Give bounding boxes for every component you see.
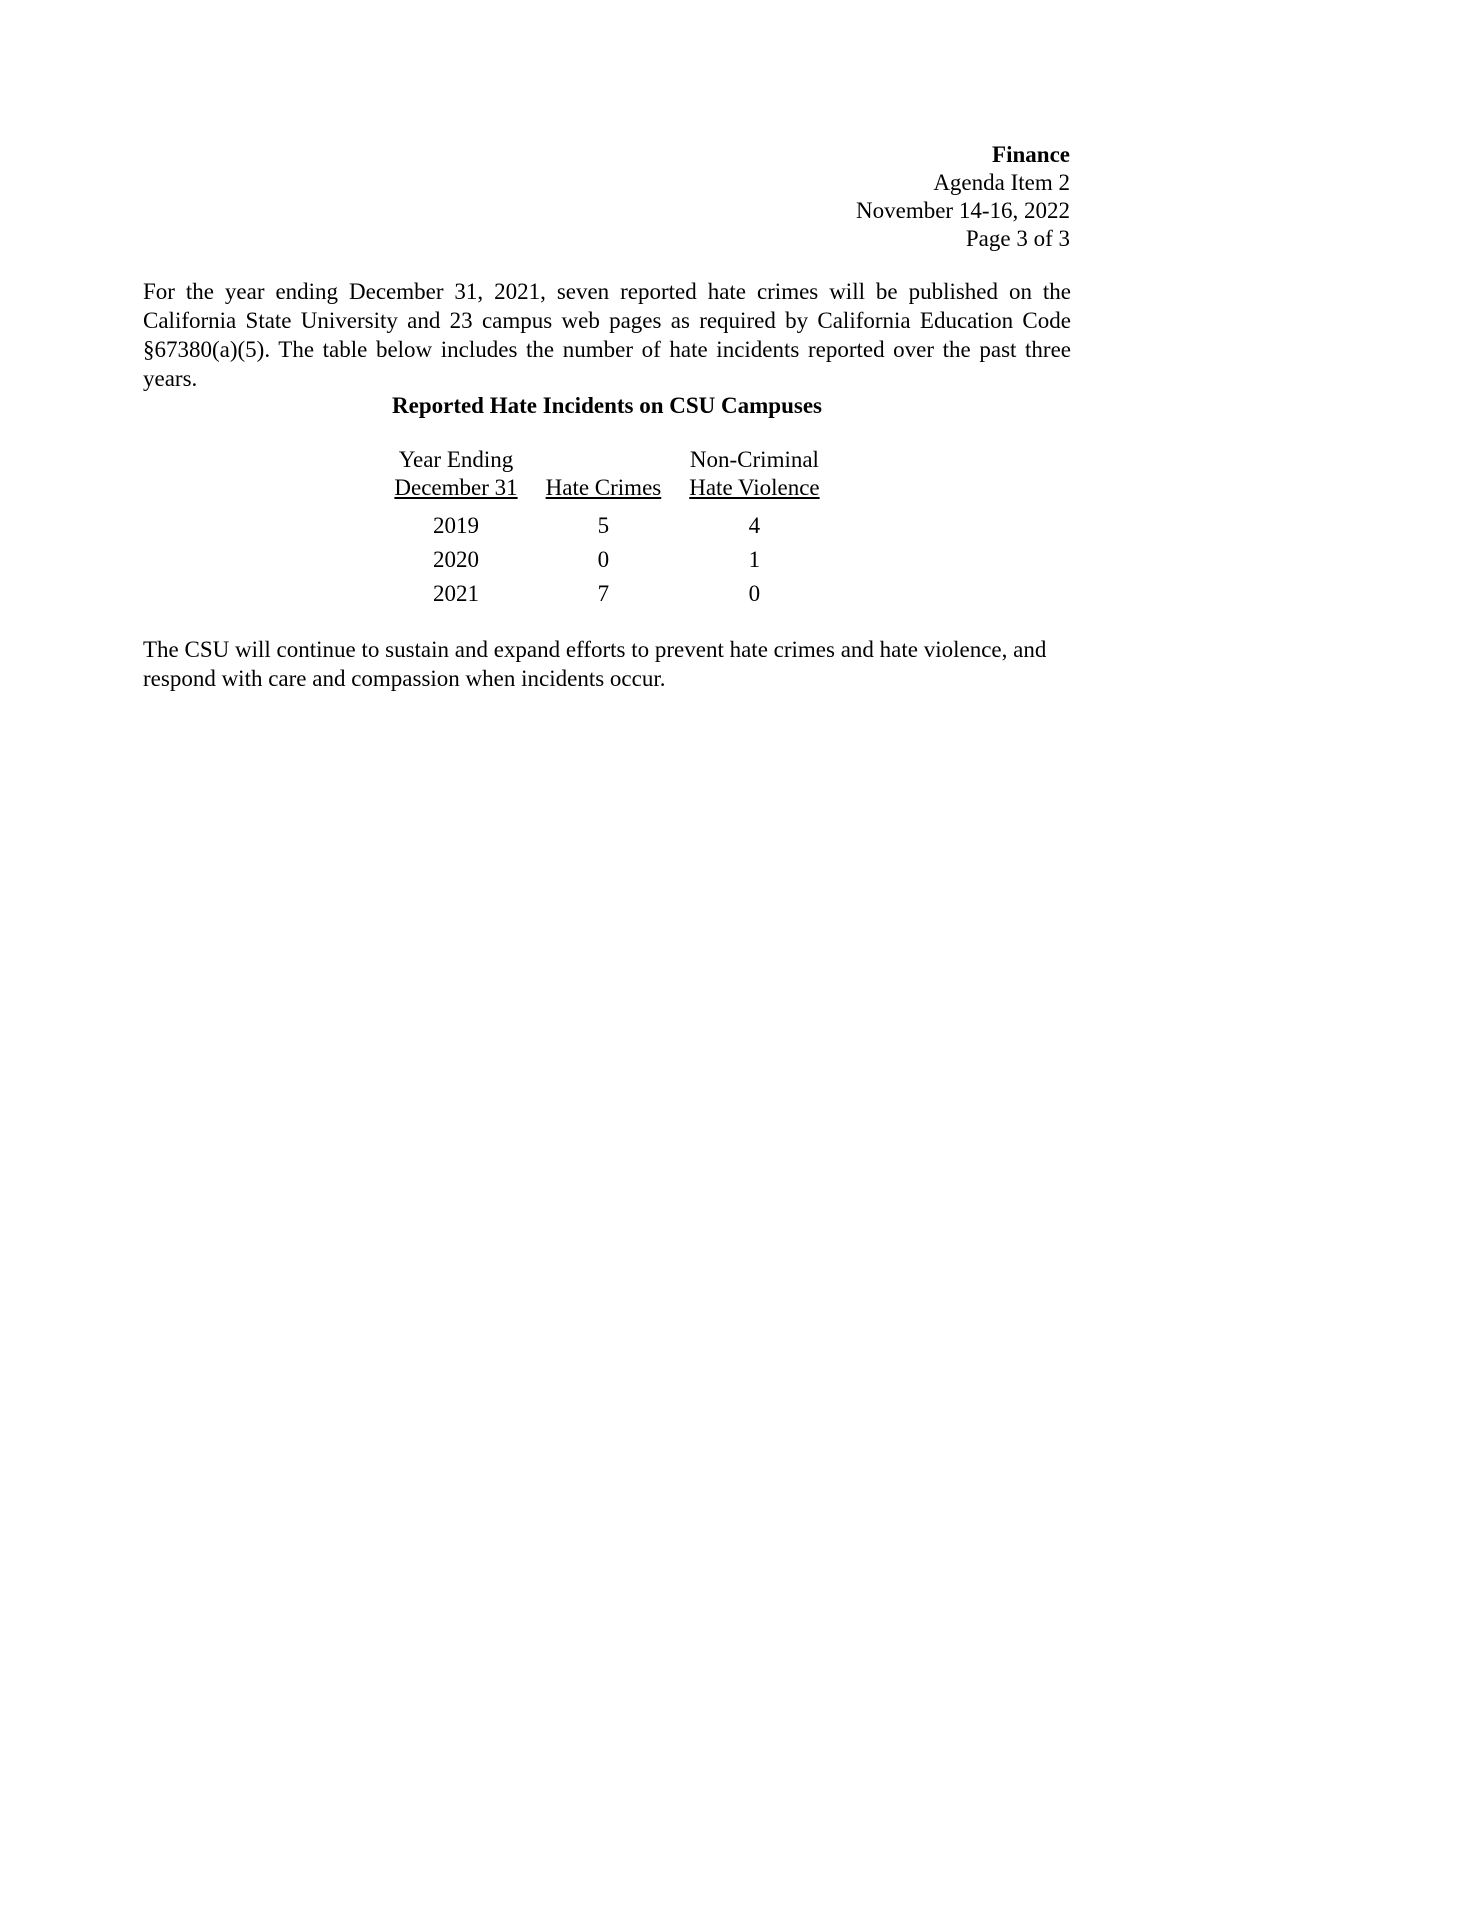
incidents-table-body (394, 509, 819, 611)
table-row (394, 577, 819, 611)
col-header-hate-violence-bottom: Hate Violence (689, 475, 820, 500)
col-header-hate-crimes (546, 446, 662, 509)
col-header-year (394, 446, 517, 509)
incidents-table-wrap (143, 446, 1071, 611)
document-header (856, 141, 1070, 253)
closing-paragraph: The CSU will continue to sustain and expand efforts to prevent hate crimes and hate violence, and respond with care and compassion when incidents occur. (143, 637, 1047, 691)
cell-hate-violence: 4 (748, 513, 761, 538)
table-title: Reported Hate Incidents on CSU Campuses (392, 393, 822, 418)
header-date: November 14-16, 2022 (856, 198, 1070, 223)
col-header-hate-crimes-bottom: Hate Crimes (545, 475, 662, 500)
col-header-year-top: Year Ending (398, 447, 514, 472)
col-header-year-bottom: December 31 (394, 475, 518, 500)
incidents-table-head (394, 446, 819, 509)
incidents-table (366, 446, 847, 611)
cell-hate-crimes: 7 (597, 581, 610, 606)
table-row (394, 543, 819, 577)
intro-paragraph: For the year ending December 31, 2021, seven reported hate crimes will be published on the California State University and 23 campus web pages as required by California Education Code §67380(a)(5). The table below includes the number of hate incidents reported over the past three years. (143, 279, 1071, 391)
header-finance: Finance (992, 142, 1070, 167)
col-header-hate-violence (689, 446, 819, 509)
header-row (394, 446, 819, 509)
cell-year: 2020 (433, 547, 479, 572)
header-agenda-item: Agenda Item 2 (933, 170, 1070, 195)
header-page-number: Page 3 of 3 (965, 226, 1070, 251)
cell-hate-crimes: 0 (597, 547, 610, 572)
table-row (394, 509, 819, 543)
cell-hate-violence: 0 (748, 581, 761, 606)
cell-hate-crimes: 5 (597, 513, 610, 538)
cell-hate-violence: 1 (748, 547, 761, 572)
cell-year: 2019 (433, 513, 479, 538)
cell-year: 2021 (433, 581, 479, 606)
col-header-hate-violence-top: Non-Criminal (689, 447, 819, 472)
